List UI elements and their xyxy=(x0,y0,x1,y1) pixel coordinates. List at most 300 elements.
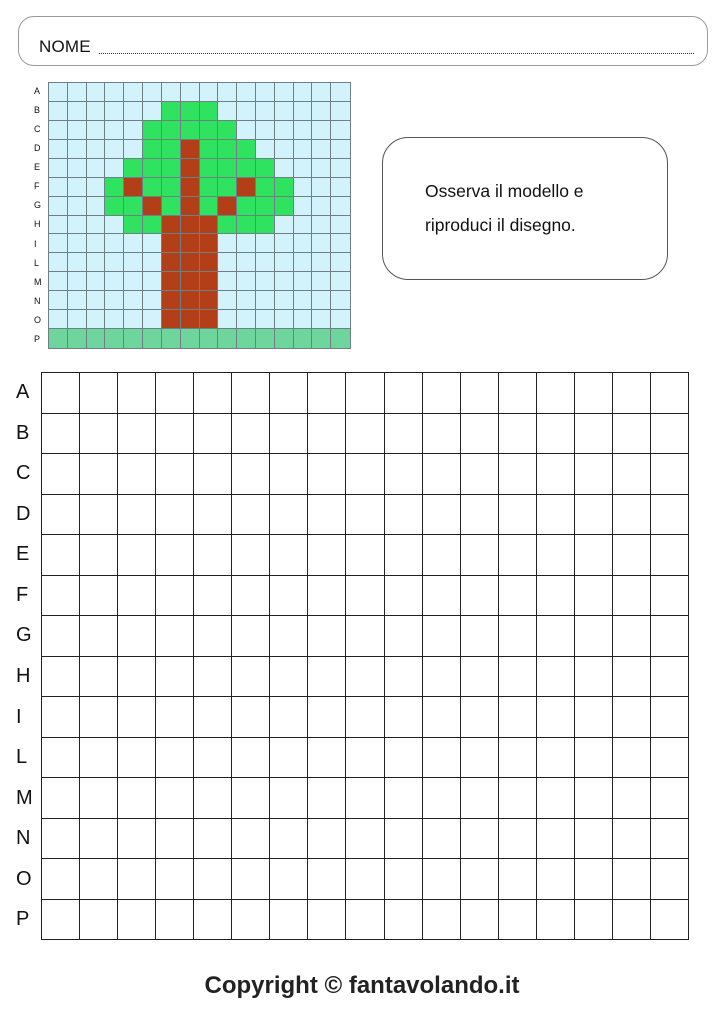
blank-grid-cell[interactable] xyxy=(385,616,423,657)
blank-grid-cell[interactable] xyxy=(385,535,423,576)
model-cell-leaf xyxy=(143,140,162,159)
blank-grid-cell[interactable] xyxy=(80,454,118,495)
blank-grid-cell[interactable] xyxy=(499,454,537,495)
blank-grid-cell[interactable] xyxy=(651,576,689,617)
blank-grid-cell[interactable] xyxy=(575,657,613,698)
blank-grid-cell[interactable] xyxy=(118,454,156,495)
blank-grid-cell[interactable] xyxy=(80,778,118,819)
model-cell-sky xyxy=(294,83,313,102)
blank-grid-cell[interactable] xyxy=(194,616,232,657)
blank-grid-cell[interactable] xyxy=(423,738,461,779)
blank-grid-cell[interactable] xyxy=(308,900,346,941)
blank-grid-cell[interactable] xyxy=(385,454,423,495)
blank-grid-cell[interactable] xyxy=(156,373,194,414)
blank-grid-cell[interactable] xyxy=(118,576,156,617)
blank-grid-cell[interactable] xyxy=(613,819,651,860)
blank-grid-cell[interactable] xyxy=(118,616,156,657)
blank-grid-cell[interactable] xyxy=(232,373,270,414)
blank-grid-cell[interactable] xyxy=(575,454,613,495)
blank-grid-cell[interactable] xyxy=(194,454,232,495)
blank-grid-cell[interactable] xyxy=(613,657,651,698)
blank-grid-cell[interactable] xyxy=(194,859,232,900)
model-pixel-grid xyxy=(48,82,351,349)
model-cell-sky xyxy=(218,291,237,310)
blank-grid-cell[interactable] xyxy=(499,576,537,617)
blank-grid-cell[interactable] xyxy=(118,819,156,860)
blank-grid-cell[interactable] xyxy=(80,616,118,657)
blank-grid-cell[interactable] xyxy=(42,738,80,779)
blank-grid-cell[interactable] xyxy=(651,738,689,779)
blank-grid-cell[interactable] xyxy=(651,495,689,536)
blank-grid-cell[interactable] xyxy=(42,778,80,819)
model-cell-sky xyxy=(162,83,181,102)
blank-grid-cell[interactable] xyxy=(80,495,118,536)
blank-grid-cell[interactable] xyxy=(232,697,270,738)
blank-grid-cell[interactable] xyxy=(423,819,461,860)
blank-grid-cell[interactable] xyxy=(270,414,308,455)
blank-grid-cell[interactable] xyxy=(42,454,80,495)
blank-grid-cell[interactable] xyxy=(575,414,613,455)
blank-grid-cell[interactable] xyxy=(385,697,423,738)
blank-grid-cell[interactable] xyxy=(537,859,575,900)
blank-grid-cell[interactable] xyxy=(308,576,346,617)
blank-grid-cell[interactable] xyxy=(346,373,384,414)
name-write-line[interactable] xyxy=(99,53,694,54)
blank-grid-cell[interactable] xyxy=(613,576,651,617)
blank-grid-cell[interactable] xyxy=(575,373,613,414)
blank-grid-cell[interactable] xyxy=(156,819,194,860)
blank-grid-cell[interactable] xyxy=(156,616,194,657)
blank-grid-cell[interactable] xyxy=(461,819,499,860)
blank-grid-cell[interactable] xyxy=(308,454,346,495)
blank-grid-cell[interactable] xyxy=(308,819,346,860)
blank-grid-cell[interactable] xyxy=(651,535,689,576)
blank-grid-cell[interactable] xyxy=(232,454,270,495)
blank-grid-cell[interactable] xyxy=(499,738,537,779)
model-cell-sky xyxy=(294,272,313,291)
blank-grid-cell[interactable] xyxy=(156,900,194,941)
blank-grid-cell[interactable] xyxy=(613,535,651,576)
blank-grid-cell[interactable] xyxy=(537,616,575,657)
blank-grid-cell[interactable] xyxy=(156,454,194,495)
blank-grid-cell[interactable] xyxy=(308,697,346,738)
blank-grid-cell[interactable] xyxy=(270,576,308,617)
model-cell-sky xyxy=(256,102,275,121)
blank-grid-cell[interactable] xyxy=(346,900,384,941)
blank-grid-cell[interactable] xyxy=(308,535,346,576)
blank-grid-cell[interactable] xyxy=(80,373,118,414)
model-cell-trunk xyxy=(162,272,181,291)
model-cell-sky xyxy=(218,272,237,291)
blank-grid-cell[interactable] xyxy=(651,373,689,414)
blank-row-label: M xyxy=(16,786,33,809)
model-cell-sky xyxy=(87,291,106,310)
blank-grid-cell[interactable] xyxy=(194,495,232,536)
model-cell-sky xyxy=(275,310,294,329)
blank-grid-cell[interactable] xyxy=(651,657,689,698)
blank-grid-cell[interactable] xyxy=(537,373,575,414)
blank-grid-cell[interactable] xyxy=(118,697,156,738)
blank-grid-cell[interactable] xyxy=(537,495,575,536)
blank-grid-cell[interactable] xyxy=(575,535,613,576)
model-cell-sky xyxy=(87,272,106,291)
blank-grid-cell[interactable] xyxy=(232,778,270,819)
blank-grid-cell[interactable] xyxy=(232,616,270,657)
blank-grid-cell[interactable] xyxy=(194,697,232,738)
blank-grid-cell[interactable] xyxy=(461,859,499,900)
blank-grid-cell[interactable] xyxy=(270,900,308,941)
blank-grid-cell[interactable] xyxy=(80,859,118,900)
blank-grid-cell[interactable] xyxy=(232,819,270,860)
blank-grid-cell[interactable] xyxy=(461,576,499,617)
model-cell-sky xyxy=(68,234,87,253)
blank-grid-cell[interactable] xyxy=(118,778,156,819)
blank-grid-cell[interactable] xyxy=(499,414,537,455)
blank-grid-cell[interactable] xyxy=(423,414,461,455)
blank-row-label: N xyxy=(16,827,31,850)
blank-grid-cell[interactable] xyxy=(537,738,575,779)
blank-grid-cell[interactable] xyxy=(118,414,156,455)
blank-grid-cell[interactable] xyxy=(308,373,346,414)
blank-grid-cell[interactable] xyxy=(232,414,270,455)
blank-grid-cell[interactable] xyxy=(575,616,613,657)
blank-grid-cell[interactable] xyxy=(42,859,80,900)
blank-grid-cell[interactable] xyxy=(461,414,499,455)
blank-grid-cell[interactable] xyxy=(651,414,689,455)
blank-grid-cell[interactable] xyxy=(461,900,499,941)
blank-grid-cell[interactable] xyxy=(270,819,308,860)
blank-grid-cell[interactable] xyxy=(575,900,613,941)
blank-grid-cell[interactable] xyxy=(156,495,194,536)
blank-grid-cell[interactable] xyxy=(575,778,613,819)
blank-grid-cell[interactable] xyxy=(385,859,423,900)
blank-grid-cell[interactable] xyxy=(194,819,232,860)
blank-grid-cell[interactable] xyxy=(270,738,308,779)
blank-grid-cell[interactable] xyxy=(270,657,308,698)
blank-grid-cell[interactable] xyxy=(499,535,537,576)
model-cell-sky xyxy=(68,121,87,140)
blank-grid-cell[interactable] xyxy=(346,576,384,617)
model-cell-sky xyxy=(105,310,124,329)
blank-grid-cell[interactable] xyxy=(118,373,156,414)
model-cell-sky xyxy=(218,102,237,121)
blank-grid-cell[interactable] xyxy=(575,859,613,900)
blank-grid-cell[interactable] xyxy=(423,535,461,576)
blank-grid-cell[interactable] xyxy=(499,819,537,860)
blank-grid-cell[interactable] xyxy=(194,535,232,576)
blank-grid-cell[interactable] xyxy=(651,697,689,738)
blank-grid-cell[interactable] xyxy=(613,373,651,414)
blank-grid-cell[interactable] xyxy=(156,576,194,617)
blank-grid-cell[interactable] xyxy=(346,535,384,576)
model-cell-sky xyxy=(124,291,143,310)
blank-grid-cell[interactable] xyxy=(346,778,384,819)
blank-grid-cell[interactable] xyxy=(537,454,575,495)
blank-grid-cell[interactable] xyxy=(346,697,384,738)
blank-grid-cell[interactable] xyxy=(537,576,575,617)
model-cell-sky xyxy=(87,102,106,121)
model-cell-sky xyxy=(49,272,68,291)
blank-grid-cell[interactable] xyxy=(308,859,346,900)
blank-grid-cell[interactable] xyxy=(613,697,651,738)
blank-grid-cell[interactable] xyxy=(346,454,384,495)
blank-grid-cell[interactable] xyxy=(308,778,346,819)
model-cell-leaf xyxy=(162,159,181,178)
blank-grid-cell[interactable] xyxy=(385,900,423,941)
blank-grid-cell[interactable] xyxy=(118,859,156,900)
blank-grid-cell[interactable] xyxy=(537,778,575,819)
blank-grid-cell[interactable] xyxy=(270,697,308,738)
model-cell-sky xyxy=(312,140,331,159)
model-cell-leaf xyxy=(256,197,275,216)
blank-grid-cell[interactable] xyxy=(651,454,689,495)
blank-grid-cell[interactable] xyxy=(308,738,346,779)
blank-grid-cell[interactable] xyxy=(499,373,537,414)
model-cell-leaf xyxy=(143,216,162,235)
blank-grid-cell[interactable] xyxy=(385,778,423,819)
blank-row-label: F xyxy=(16,583,29,606)
blank-grid-cell[interactable] xyxy=(423,616,461,657)
model-cell-ground xyxy=(200,329,219,348)
blank-grid-cell[interactable] xyxy=(308,495,346,536)
blank-grid-cell[interactable] xyxy=(80,819,118,860)
blank-grid-cell[interactable] xyxy=(346,859,384,900)
blank-grid-cell[interactable] xyxy=(499,616,537,657)
blank-grid-cell[interactable] xyxy=(118,900,156,941)
blank-grid-cell[interactable] xyxy=(613,900,651,941)
blank-grid-cell[interactable] xyxy=(118,495,156,536)
blank-grid-cell[interactable] xyxy=(613,738,651,779)
blank-grid-cell[interactable] xyxy=(194,576,232,617)
blank-grid-cell[interactable] xyxy=(575,738,613,779)
blank-grid-cell[interactable] xyxy=(346,616,384,657)
blank-grid-cell[interactable] xyxy=(80,657,118,698)
blank-grid-cell[interactable] xyxy=(80,576,118,617)
model-cell-sky xyxy=(49,102,68,121)
blank-grid-cell[interactable] xyxy=(385,657,423,698)
blank-grid-cell[interactable] xyxy=(42,373,80,414)
blank-grid-cell[interactable] xyxy=(537,900,575,941)
model-cell-sky xyxy=(331,140,350,159)
blank-grid-cell[interactable] xyxy=(80,414,118,455)
blank-grid-cell[interactable] xyxy=(613,616,651,657)
blank-grid-cell[interactable] xyxy=(346,414,384,455)
model-cell-sky xyxy=(275,272,294,291)
model-cell-leaf xyxy=(162,102,181,121)
model-cell-ground xyxy=(237,329,256,348)
blank-grid-cell[interactable] xyxy=(156,414,194,455)
blank-grid-cell[interactable] xyxy=(385,373,423,414)
blank-grid-cell[interactable] xyxy=(232,738,270,779)
blank-grid-cell[interactable] xyxy=(42,900,80,941)
blank-grid-cell[interactable] xyxy=(80,900,118,941)
blank-grid-cell[interactable] xyxy=(42,697,80,738)
blank-grid-cell[interactable] xyxy=(385,819,423,860)
blank-grid-cell[interactable] xyxy=(651,778,689,819)
blank-grid-cell[interactable] xyxy=(270,495,308,536)
blank-grid-cell[interactable] xyxy=(270,859,308,900)
blank-grid-cell[interactable] xyxy=(461,454,499,495)
model-cell-leaf xyxy=(237,216,256,235)
model-row-labels xyxy=(34,82,46,349)
model-cell-leaf xyxy=(218,140,237,159)
model-cell-sky xyxy=(218,234,237,253)
blank-grid-cell[interactable] xyxy=(575,819,613,860)
blank-grid-cell[interactable] xyxy=(613,778,651,819)
blank-grid-cell[interactable] xyxy=(613,495,651,536)
blank-grid-cell[interactable] xyxy=(613,414,651,455)
blank-grid-cell[interactable] xyxy=(156,697,194,738)
blank-grid-cell[interactable] xyxy=(499,859,537,900)
blank-grid-cell[interactable] xyxy=(575,697,613,738)
blank-grid-cell[interactable] xyxy=(423,859,461,900)
model-cell-sky xyxy=(237,234,256,253)
model-cell-trunk xyxy=(181,272,200,291)
blank-grid-cell[interactable] xyxy=(575,495,613,536)
model-cell-sky xyxy=(49,310,68,329)
blank-grid-cell[interactable] xyxy=(156,535,194,576)
blank-grid-cell[interactable] xyxy=(423,697,461,738)
blank-grid-cell[interactable] xyxy=(423,454,461,495)
blank-grid-cell[interactable] xyxy=(423,900,461,941)
blank-grid-cell[interactable] xyxy=(613,859,651,900)
blank-grid-cell[interactable] xyxy=(308,414,346,455)
blank-grid-cell[interactable] xyxy=(308,616,346,657)
blank-grid-cell[interactable] xyxy=(423,495,461,536)
model-cell-sky xyxy=(143,253,162,272)
model-cell-sky xyxy=(256,234,275,253)
model-cell-sky xyxy=(294,310,313,329)
blank-grid-cell[interactable] xyxy=(461,738,499,779)
blank-grid-cell[interactable] xyxy=(118,738,156,779)
model-cell-leaf xyxy=(237,197,256,216)
blank-grid-cell[interactable] xyxy=(385,738,423,779)
model-cell-sky xyxy=(237,83,256,102)
blank-grid-cell[interactable] xyxy=(499,657,537,698)
blank-grid-cell[interactable] xyxy=(232,576,270,617)
blank-grid-cell[interactable] xyxy=(42,535,80,576)
blank-grid-cell[interactable] xyxy=(270,373,308,414)
blank-grid-cell[interactable] xyxy=(613,454,651,495)
blank-grid-cell[interactable] xyxy=(651,900,689,941)
model-cell-sky xyxy=(68,216,87,235)
blank-grid-cell[interactable] xyxy=(537,414,575,455)
blank-grid-cell[interactable] xyxy=(575,576,613,617)
model-cell-sky xyxy=(331,253,350,272)
blank-grid-cell[interactable] xyxy=(461,657,499,698)
blank-grid-cell[interactable] xyxy=(42,616,80,657)
blank-grid-cell[interactable] xyxy=(651,819,689,860)
blank-grid-cell[interactable] xyxy=(156,657,194,698)
blank-grid-cell[interactable] xyxy=(346,495,384,536)
blank-grid-cell[interactable] xyxy=(42,657,80,698)
blank-grid-cell[interactable] xyxy=(423,576,461,617)
model-cell-sky xyxy=(256,272,275,291)
model-cell-trunk xyxy=(181,216,200,235)
name-label: NOME xyxy=(39,37,91,56)
blank-grid-cell[interactable] xyxy=(270,616,308,657)
blank-grid-cell[interactable] xyxy=(194,778,232,819)
blank-grid-cell[interactable] xyxy=(42,819,80,860)
blank-grid-cell[interactable] xyxy=(156,738,194,779)
blank-grid-cell[interactable] xyxy=(499,900,537,941)
model-cell-sky xyxy=(143,272,162,291)
blank-grid-cell[interactable] xyxy=(194,900,232,941)
blank-grid-cell[interactable] xyxy=(42,495,80,536)
blank-row-label: G xyxy=(16,624,32,647)
blank-grid-cell[interactable] xyxy=(346,738,384,779)
model-cell-trunk xyxy=(162,216,181,235)
blank-grid-cell[interactable] xyxy=(385,495,423,536)
blank-grid-cell[interactable] xyxy=(537,657,575,698)
blank-grid-cell[interactable] xyxy=(423,778,461,819)
blank-grid-cell[interactable] xyxy=(651,859,689,900)
blank-grid-cell[interactable] xyxy=(80,535,118,576)
model-cell-sky xyxy=(49,253,68,272)
blank-grid-cell[interactable] xyxy=(461,778,499,819)
blank-grid-cell[interactable] xyxy=(194,373,232,414)
blank-grid-cell[interactable] xyxy=(346,819,384,860)
blank-grid-cell[interactable] xyxy=(461,616,499,657)
blank-grid-cell[interactable] xyxy=(423,657,461,698)
blank-grid-cell[interactable] xyxy=(270,778,308,819)
blank-grid-cell[interactable] xyxy=(461,373,499,414)
model-cell-ground xyxy=(105,329,124,348)
blank-grid-cell[interactable] xyxy=(118,657,156,698)
blank-grid-cell[interactable] xyxy=(537,535,575,576)
blank-grid-cell[interactable] xyxy=(651,616,689,657)
blank-grid-cell[interactable] xyxy=(232,535,270,576)
blank-grid-cell[interactable] xyxy=(194,657,232,698)
blank-grid-cell[interactable] xyxy=(156,778,194,819)
blank-grid-cell[interactable] xyxy=(42,576,80,617)
model-cell-sky xyxy=(87,178,106,197)
blank-grid-cell[interactable] xyxy=(156,859,194,900)
blank-grid-cell[interactable] xyxy=(461,495,499,536)
model-row-label: A xyxy=(34,86,41,96)
blank-grid-cell[interactable] xyxy=(346,657,384,698)
model-cell-leaf xyxy=(143,159,162,178)
blank-grid-cell[interactable] xyxy=(499,697,537,738)
blank-grid-cell[interactable] xyxy=(232,900,270,941)
blank-grid-cell[interactable] xyxy=(118,535,156,576)
blank-grid-cell[interactable] xyxy=(194,738,232,779)
blank-grid-cell[interactable] xyxy=(423,373,461,414)
blank-grid-cell[interactable] xyxy=(499,495,537,536)
blank-grid-cell[interactable] xyxy=(80,738,118,779)
blank-grid-cell[interactable] xyxy=(385,576,423,617)
blank-grid-cell[interactable] xyxy=(461,535,499,576)
model-cell-sky xyxy=(331,310,350,329)
model-cell-trunk xyxy=(181,159,200,178)
blank-grid-cell[interactable] xyxy=(42,414,80,455)
blank-grid-cell[interactable] xyxy=(537,697,575,738)
blank-grid-cell[interactable] xyxy=(385,414,423,455)
model-cell-leaf xyxy=(218,159,237,178)
blank-grid-cell[interactable] xyxy=(232,495,270,536)
blank-grid-cell[interactable] xyxy=(308,657,346,698)
model-cell-sky xyxy=(294,159,313,178)
blank-grid-cell[interactable] xyxy=(270,535,308,576)
blank-grid-cell[interactable] xyxy=(80,697,118,738)
blank-grid-cell[interactable] xyxy=(232,859,270,900)
blank-grid-cell[interactable] xyxy=(499,778,537,819)
blank-grid-cell[interactable] xyxy=(461,697,499,738)
blank-grid-cell[interactable] xyxy=(194,414,232,455)
blank-grid-cell[interactable] xyxy=(270,454,308,495)
blank-grid-cell[interactable] xyxy=(232,657,270,698)
blank-grid-cell[interactable] xyxy=(537,819,575,860)
